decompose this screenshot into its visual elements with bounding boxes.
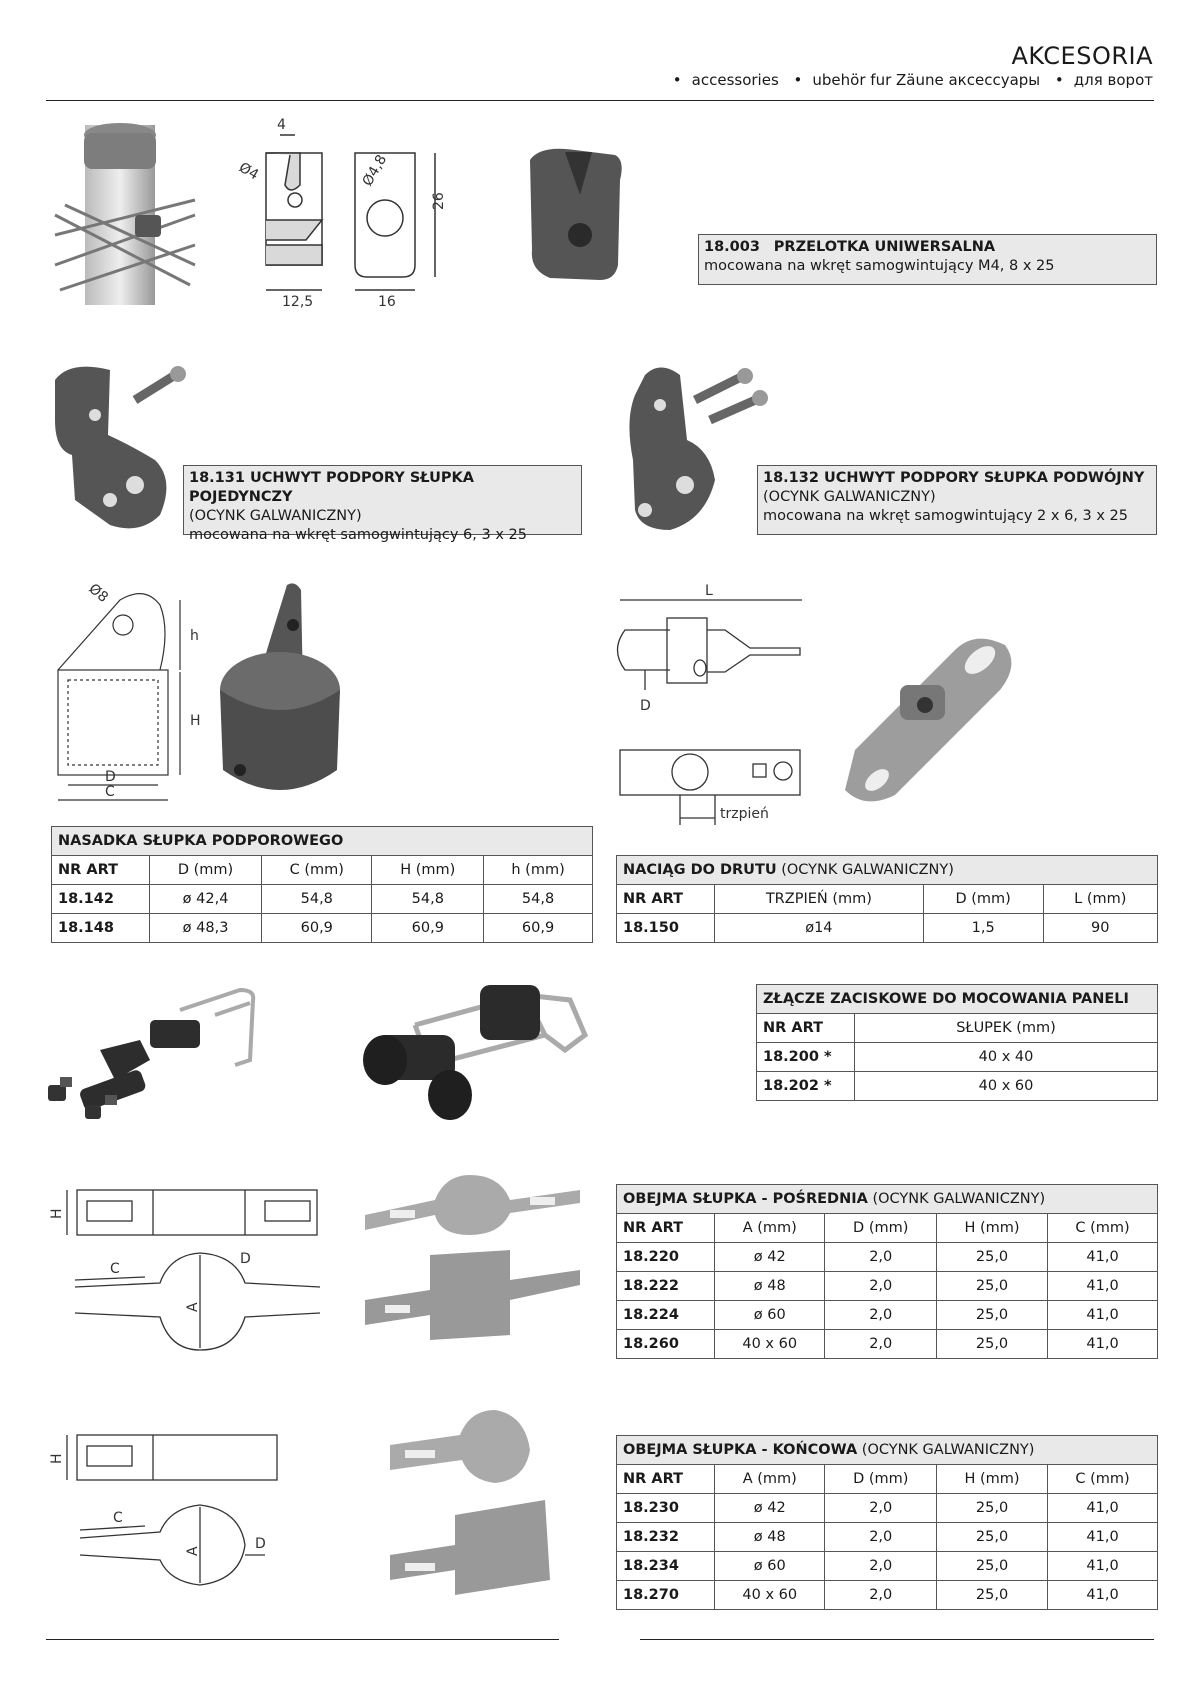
clip-photo <box>520 140 630 285</box>
page-subtitle: • accessories • ubehör fur Zäune аксессуары • для ворот <box>672 71 1153 89</box>
bracket-single-photo <box>50 360 200 540</box>
cell: 25,0 <box>936 1301 1047 1330</box>
cell: ø14 <box>715 914 924 943</box>
cell: ø 48,3 <box>150 914 262 943</box>
cell: 90 <box>1043 914 1157 943</box>
footer-rule-right <box>640 1639 1154 1640</box>
cell: 60,9 <box>372 914 484 943</box>
dim-label: H <box>49 1208 65 1219</box>
col-header: H (mm) <box>936 1214 1047 1243</box>
col-header: TRZPIEŃ (mm) <box>715 885 924 914</box>
dim-label: D <box>255 1536 266 1552</box>
col-header: NR ART <box>617 885 715 914</box>
cell: ø 42 <box>715 1243 825 1272</box>
dim-label: D <box>240 1251 251 1267</box>
table-row <box>617 1552 1158 1581</box>
cell: ø 60 <box>715 1301 825 1330</box>
dim-label: L <box>705 583 713 599</box>
dim-label: 12,5 <box>282 294 314 310</box>
dim-label: D <box>105 769 116 785</box>
table-row <box>617 1330 1158 1359</box>
header-rule <box>46 100 1154 101</box>
subtitle-item: ubehör fur Zäune аксессуары <box>812 71 1041 89</box>
dim-label: 4 <box>277 117 286 133</box>
table-title <box>617 1185 1158 1214</box>
cell: 2,0 <box>825 1301 937 1330</box>
cell: 41,0 <box>1048 1243 1158 1272</box>
clamp-assembled-photo <box>355 980 595 1130</box>
col-header: H (mm) <box>937 1465 1048 1494</box>
col-header: h (mm) <box>484 856 593 885</box>
cell: ø 48 <box>715 1523 825 1552</box>
cell: 41,0 <box>1048 1523 1158 1552</box>
posrednia-table <box>616 1184 1158 1359</box>
table-row <box>617 1494 1158 1523</box>
product-line: (OCYNK GALWANICZNY) <box>189 508 362 524</box>
col-header: NR ART <box>617 1214 715 1243</box>
zlacze-table <box>756 984 1158 1101</box>
product-18132-label <box>757 465 1157 535</box>
cap-technical-drawing <box>50 580 210 810</box>
cell: 41,0 <box>1048 1581 1158 1610</box>
cell: 40 x 40 <box>855 1043 1158 1072</box>
cell: 41,0 <box>1048 1301 1158 1330</box>
col-header: H (mm) <box>372 856 484 885</box>
cell: 54,8 <box>484 885 593 914</box>
product-18003-label <box>698 234 1157 285</box>
cell-art: 18.270 <box>617 1581 715 1610</box>
col-header: C (mm) <box>262 856 372 885</box>
dim-label: C <box>110 1261 120 1277</box>
table-title-rest: (OCYNK GALWANICZNY) <box>776 862 954 878</box>
clip-technical-drawing <box>230 115 470 310</box>
col-header: NR ART <box>757 1014 855 1043</box>
cell: 60,9 <box>484 914 593 943</box>
table-title-bold: OBEJMA SŁUPKA - KOŃCOWA <box>623 1442 858 1458</box>
product-line: mocowana na wkręt samogwintujący 6, 3 x 25 <box>189 527 527 543</box>
cell: 2,0 <box>825 1581 937 1610</box>
dim-label: Ø8 <box>85 580 111 606</box>
product-desc: mocowana na wkręt samogwintujący M4, 8 x 25 <box>704 258 1055 274</box>
cell: 2,0 <box>825 1523 937 1552</box>
table-title: ZŁĄCZE ZACISKOWE DO MOCOWANIA PANELI <box>757 985 1158 1014</box>
col-header: A (mm) <box>715 1214 825 1243</box>
table-title: NASADKA SŁUPKA PODPOROWEGO <box>52 827 593 856</box>
col-header: A (mm) <box>715 1465 825 1494</box>
cell: 60,9 <box>262 914 372 943</box>
dim-label: H <box>49 1453 65 1464</box>
table-row <box>617 1243 1158 1272</box>
cell: 54,8 <box>372 885 484 914</box>
dim-label: H <box>190 713 201 729</box>
subtitle-item: accessories <box>691 71 779 89</box>
cell-art: 18.142 <box>52 885 150 914</box>
dim-label: Ø4 <box>236 159 262 184</box>
product-line: mocowana na wkręt samogwintujący 2 x 6, 3 x 25 <box>763 508 1128 524</box>
cell-art: 18.260 <box>617 1330 715 1359</box>
table-row <box>52 885 593 914</box>
end-clamp-technical-drawing <box>45 1430 305 1590</box>
cell-art: 18.234 <box>617 1552 715 1581</box>
table-title-rest: (OCYNK GALWANICZNY) <box>857 1442 1035 1458</box>
cell: 40 x 60 <box>715 1330 825 1359</box>
table-row <box>52 914 593 943</box>
cell-art: 18.220 <box>617 1243 715 1272</box>
col-header: D (mm) <box>825 1214 937 1243</box>
cell: 54,8 <box>262 885 372 914</box>
cell: 40 x 60 <box>855 1072 1158 1101</box>
dim-label: h <box>190 628 199 644</box>
col-header: NR ART <box>52 856 150 885</box>
cell: 2,0 <box>825 1494 937 1523</box>
cell: 2,0 <box>825 1330 937 1359</box>
cell-art: 18.224 <box>617 1301 715 1330</box>
table-title <box>617 1436 1158 1465</box>
table-title-bold: NACIĄG DO DRUTU <box>623 862 777 878</box>
cell: 1,5 <box>923 914 1043 943</box>
product-code: 18.003 <box>704 239 760 255</box>
cell: 25,0 <box>936 1243 1047 1272</box>
product-18131-label <box>183 465 582 543</box>
cell: 25,0 <box>936 1272 1047 1301</box>
cell: 25,0 <box>937 1494 1048 1523</box>
product-line: (OCYNK GALWANICZNY) <box>763 489 936 505</box>
cell-art: 18.150 <box>617 914 715 943</box>
col-header: C (mm) <box>1048 1214 1158 1243</box>
cell-art: 18.148 <box>52 914 150 943</box>
product-title: 18.131 UCHWYT PODPORY SŁUPKA POJEDYNCZY <box>189 470 474 505</box>
end-clamp-photo <box>380 1405 560 1605</box>
dim-label: C <box>105 784 115 800</box>
col-header: L (mm) <box>1043 885 1157 914</box>
footer-rule-left <box>46 1639 559 1640</box>
cell-art: 18.202 * <box>757 1072 855 1101</box>
cell: 2,0 <box>825 1552 937 1581</box>
table-row <box>617 1301 1158 1330</box>
mid-clamp-technical-drawing <box>45 1185 330 1355</box>
table-row <box>757 1072 1158 1101</box>
clamp-parts-photo <box>40 985 290 1130</box>
cell: ø 48 <box>715 1272 825 1301</box>
table-title-rest: (OCYNK GALWANICZNY) <box>867 1191 1046 1207</box>
post-with-clip-photo <box>55 115 195 305</box>
product-name: PRZELOTKA UNIWERSALNA <box>773 239 996 255</box>
cell: ø 42,4 <box>150 885 262 914</box>
nasadka-table <box>51 826 593 943</box>
col-header: D (mm) <box>825 1465 937 1494</box>
dim-label: A <box>185 1546 201 1556</box>
cell: 41,0 <box>1048 1552 1158 1581</box>
subtitle-item: для ворот <box>1073 71 1153 89</box>
page-title: AKCESORIA <box>1011 42 1153 70</box>
col-header: C (mm) <box>1048 1465 1158 1494</box>
product-title: 18.132 UCHWYT PODPORY SŁUPKA PODWÓJNY <box>763 470 1145 486</box>
cell-art: 18.232 <box>617 1523 715 1552</box>
table-row <box>617 1523 1158 1552</box>
col-header: D (mm) <box>923 885 1043 914</box>
dim-label: D <box>640 698 651 714</box>
cell: 25,0 <box>936 1330 1047 1359</box>
col-header: NR ART <box>617 1465 715 1494</box>
table-title-bold: OBEJMA SŁUPKA - POŚREDNIA <box>623 1191 868 1207</box>
dim-label: 26 <box>431 192 447 210</box>
cell: ø 42 <box>715 1494 825 1523</box>
dim-label: 16 <box>378 294 396 310</box>
cell-art: 18.222 <box>617 1272 715 1301</box>
table-title <box>617 856 1158 885</box>
cell-art: 18.230 <box>617 1494 715 1523</box>
table-row <box>617 1272 1158 1301</box>
cell: 41,0 <box>1048 1494 1158 1523</box>
cell: 41,0 <box>1048 1330 1158 1359</box>
cell: 40 x 60 <box>715 1581 825 1610</box>
dim-label: C <box>113 1510 123 1526</box>
cell-art: 18.200 * <box>757 1043 855 1072</box>
cell: 25,0 <box>937 1581 1048 1610</box>
cell: 2,0 <box>825 1272 937 1301</box>
cap-photo <box>215 580 345 810</box>
naciag-table <box>616 855 1158 943</box>
table-row <box>617 1581 1158 1610</box>
cell: 41,0 <box>1048 1272 1158 1301</box>
dim-label: Ø4,8 <box>359 152 391 189</box>
dim-label: A <box>185 1302 201 1312</box>
table-row <box>757 1043 1158 1072</box>
col-header: SŁUPEK (mm) <box>855 1014 1158 1043</box>
col-header: D (mm) <box>150 856 262 885</box>
dim-label: trzpień <box>720 806 769 822</box>
koncowa-table <box>616 1435 1158 1610</box>
tensioner-photo <box>835 630 1025 810</box>
table-row <box>617 914 1158 943</box>
cell: 25,0 <box>937 1523 1048 1552</box>
cell: ø 60 <box>715 1552 825 1581</box>
mid-clamp-photo <box>360 1175 590 1365</box>
cell: 2,0 <box>825 1243 937 1272</box>
cell: 25,0 <box>937 1552 1048 1581</box>
tensioner-technical-drawing <box>615 580 815 835</box>
